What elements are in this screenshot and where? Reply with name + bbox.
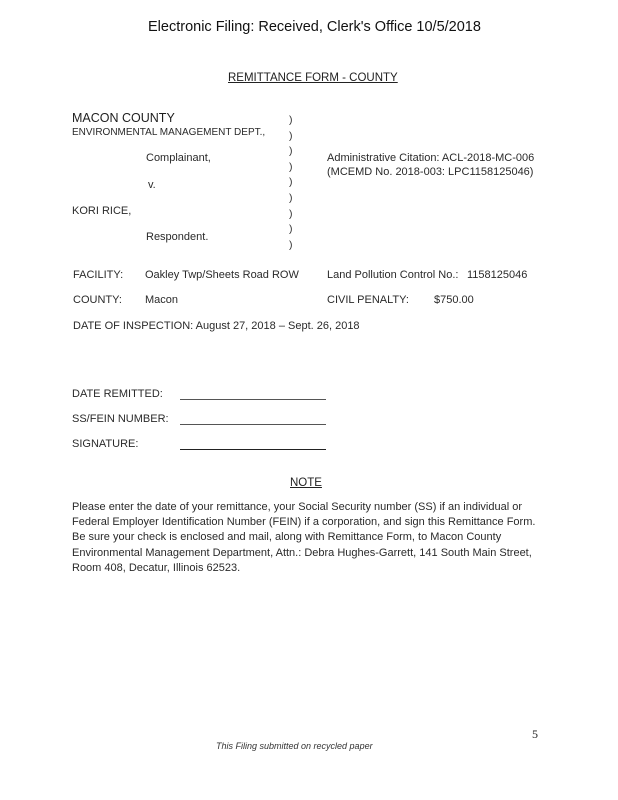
note-body (72, 500, 552, 576)
penalty-value: $750.00 (434, 294, 474, 306)
caption-paren: ) (289, 129, 293, 142)
ssn-fein-field[interactable] (180, 424, 326, 425)
penalty-label: CIVIL PENALTY: (327, 294, 409, 306)
caption-paren: ) (289, 145, 293, 158)
complainant-dept: ENVIRONMENTAL MANAGEMENT DEPT., (72, 127, 266, 138)
date-remitted-label: DATE REMITTED: (72, 388, 163, 400)
caption-paren: ) (289, 176, 293, 189)
respondent-name: KORI RICE, (72, 205, 132, 217)
signature-label: SIGNATURE: (72, 438, 139, 450)
page-title: REMITTANCE FORM - COUNTY (228, 72, 398, 84)
respondent-label: Respondent. (146, 231, 209, 243)
note-line: Environmental Management Department, Attn.: Debra Hughes-Garrett, 141 South Main Street, (72, 546, 532, 559)
county-value: Macon (145, 294, 179, 306)
citation-number: Administrative Citation: ACL-2018-MC-006 (327, 152, 535, 164)
note-line: Federal Employer Identification Number (FEIN) if a corporation, and sign this Remittance Form. (72, 516, 536, 529)
caption-paren: ) (289, 223, 293, 236)
complainant-label: Complainant, (146, 152, 211, 164)
date-remitted-field[interactable] (180, 399, 326, 400)
note-line: Please enter the date of your remittance, your Social Security number (SS) if an individual or (72, 501, 523, 513)
citation-reference: (MCEMD No. 2018-003: LPC1158125046) (327, 166, 534, 178)
note-line: Room 408, Decatur, Illinois 62523. (72, 561, 241, 574)
filing-stamp: Electronic Filing: Received, Clerk's Office 10/5/2018 (148, 19, 481, 35)
complainant-name: MACON COUNTY (72, 111, 175, 125)
caption-paren: ) (289, 238, 293, 251)
note-line: Be sure your check is enclosed and mail, along with Remittance Form, to Macon County (72, 531, 502, 544)
note-heading: NOTE (290, 477, 322, 489)
lpc-label: Land Pollution Control No.: (327, 269, 459, 281)
versus-label: v. (148, 179, 156, 191)
county-label: COUNTY: (73, 294, 122, 306)
signature-field[interactable] (180, 449, 326, 450)
facility-value: Oakley Twp/Sheets Road ROW (145, 269, 299, 281)
caption-paren: ) (289, 207, 293, 220)
recycled-paper-footer: This Filing submitted on recycled paper (216, 741, 373, 751)
caption-parentheses (289, 113, 293, 253)
ssn-fein-label: SS/FEIN NUMBER: (72, 413, 169, 425)
inspection-dates: DATE OF INSPECTION: August 27, 2018 – Sept. 26, 2018 (73, 320, 360, 332)
caption-paren: ) (289, 191, 293, 204)
caption-paren: ) (289, 160, 293, 173)
facility-label: FACILITY: (73, 269, 124, 281)
page-number: 5 (532, 727, 538, 741)
lpc-value: 1158125046 (467, 269, 528, 281)
caption-paren: ) (289, 114, 293, 126)
